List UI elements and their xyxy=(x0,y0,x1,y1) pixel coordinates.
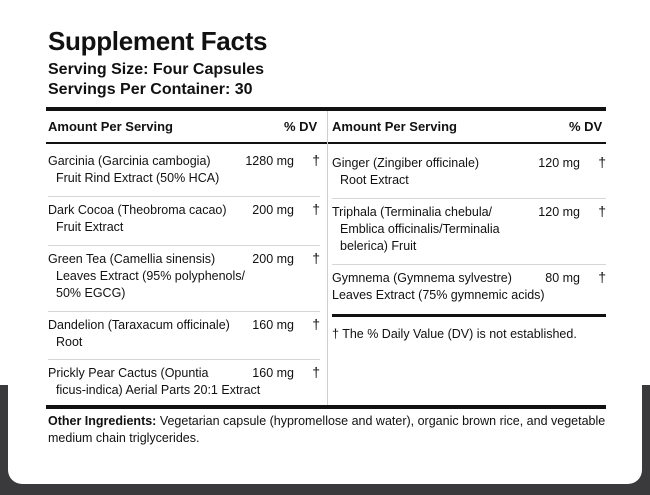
header-rule xyxy=(46,142,606,144)
other-ingredients-text: Vegetarian capsule (hypromellose and water), organic brown rice, and vegetable medium chain triglycerides. xyxy=(48,414,606,445)
row-separator xyxy=(48,196,320,197)
ingredient-name: Gymnema (Gymnema sylvestre) Leaves Extract (75% gymnemic acids) xyxy=(332,271,545,302)
right-column-rule xyxy=(332,314,606,317)
serving-size: Serving Size: Four Capsules xyxy=(48,61,265,78)
other-ingredients-label: Other Ingredients: xyxy=(48,414,157,428)
bottom-rule xyxy=(46,405,606,409)
row-separator xyxy=(48,245,320,246)
header-amount-left: Amount Per Serving xyxy=(48,119,173,134)
ingredient-amount: 80 mg xyxy=(545,271,580,285)
ingredient-row xyxy=(48,153,320,189)
dv-dagger: † xyxy=(312,201,320,217)
row-separator xyxy=(48,359,320,360)
ingredient-amount: 1280 mg xyxy=(245,154,294,168)
ingredient-row xyxy=(332,155,606,191)
ingredient-row xyxy=(332,270,606,306)
row-separator xyxy=(48,311,320,312)
ingredient-amount: 120 mg xyxy=(538,205,580,219)
ingredient-amount: 160 mg xyxy=(252,318,294,332)
dv-dagger: † xyxy=(598,269,606,285)
dv-dagger: † xyxy=(312,250,320,266)
ingredient-amount: 200 mg xyxy=(252,203,294,217)
other-ingredients xyxy=(48,413,608,447)
ingredient-row xyxy=(332,204,606,258)
ingredient-name: Triphala (Terminalia chebula/ Emblica officinalis/Terminalia belerica) Fruit xyxy=(332,205,500,253)
ingredient-name: Dark Cocoa (Theobroma cacao) Fruit Extract xyxy=(48,203,227,234)
ingredient-amount: 120 mg xyxy=(538,156,580,170)
supplement-facts-panel xyxy=(8,6,642,484)
dv-dagger: † xyxy=(312,364,320,380)
row-separator xyxy=(332,264,606,265)
ingredient-row xyxy=(48,365,320,401)
ingredient-row xyxy=(48,317,320,353)
dv-footnote: † The % Daily Value (DV) is not established. xyxy=(332,327,577,341)
ingredient-amount: 160 mg xyxy=(252,366,294,380)
ingredient-name: Dandelion (Taraxacum officinale) Root xyxy=(48,318,230,349)
dv-dagger: † xyxy=(598,154,606,170)
ingredient-name: Ginger (Zingiber officinale) Root Extract xyxy=(332,156,480,187)
panel-title: Supplement Facts xyxy=(48,26,268,56)
ingredient-row xyxy=(48,202,320,238)
header-dv-right: % DV xyxy=(569,119,603,134)
ingredient-amount: 200 mg xyxy=(252,252,294,266)
header-dv-left: % DV xyxy=(284,119,318,134)
dv-dagger: † xyxy=(312,152,320,168)
dv-dagger: † xyxy=(598,203,606,219)
ingredient-name: Prickly Pear Cactus (Opuntia ficus-indica) Aerial Parts 20:1 Extract xyxy=(48,366,261,397)
servings-per-container: Servings Per Container: 30 xyxy=(48,81,253,98)
header-amount-right: Amount Per Serving xyxy=(332,119,457,134)
column-divider xyxy=(327,111,328,406)
ingredient-name: Garcinia (Garcinia cambogia) Fruit Rind Extract (50% HCA) xyxy=(48,154,220,185)
row-separator xyxy=(332,198,606,199)
ingredient-row xyxy=(48,251,320,305)
dv-dagger: † xyxy=(312,316,320,332)
top-rule xyxy=(46,107,606,111)
ingredient-name: Green Tea (Camellia sinensis) Leaves Extract (95% polyphenols/ 50% EGCG) xyxy=(48,252,245,300)
